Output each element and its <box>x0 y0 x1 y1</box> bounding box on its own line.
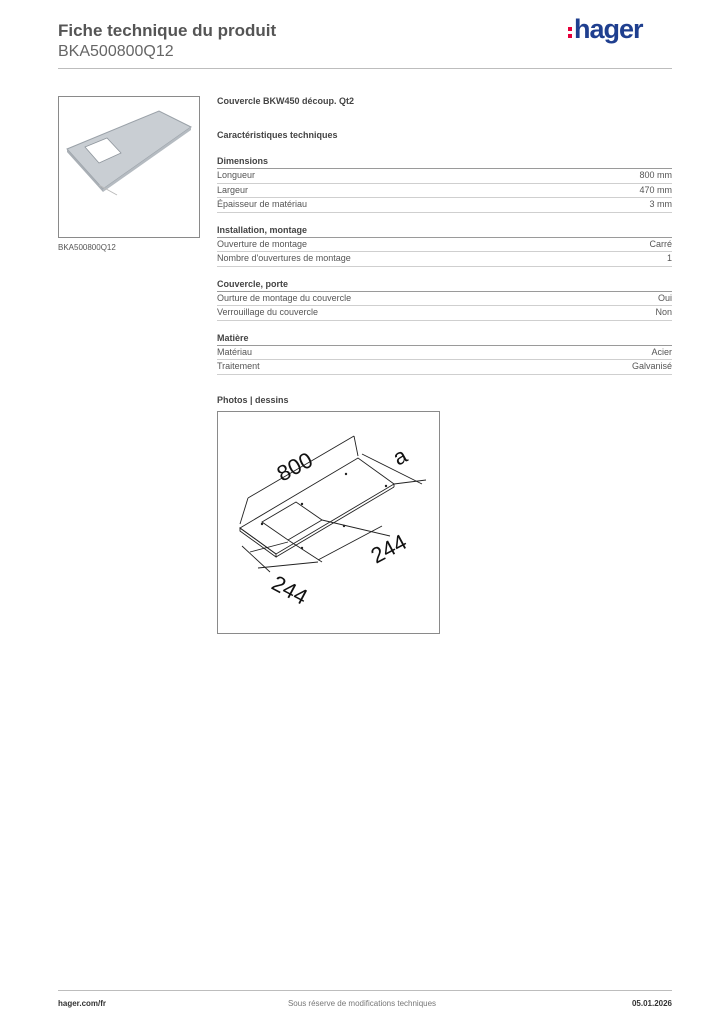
header-divider <box>58 68 672 69</box>
dim-cutout-label-a: 244 <box>366 529 411 569</box>
spec-row <box>217 252 672 267</box>
spec-row <box>217 238 672 253</box>
thumbnail-caption: BKA500800Q12 <box>58 243 116 252</box>
spec-label: Nombre d'ouvertures de montage <box>217 253 351 263</box>
document-title: Fiche technique du produit <box>58 21 277 40</box>
spec-value: Non <box>655 307 672 317</box>
spec-label: Largeur <box>217 184 249 195</box>
product-name: Couvercle BKW450 découp. Qt2 <box>217 96 355 106</box>
footer-website-link[interactable]: hager.com/fr <box>58 999 107 1008</box>
spec-value: Acier <box>651 346 672 357</box>
spec-group-dimensions <box>217 156 672 213</box>
spec-row <box>217 184 672 199</box>
spec-group-title: Couvercle, porte <box>217 279 672 292</box>
spec-value: Oui <box>657 292 672 303</box>
spec-group-title: Matière <box>217 333 672 346</box>
spec-row <box>217 198 672 213</box>
spec-label: Ouverture de montage <box>217 238 308 249</box>
spec-group-cover <box>217 279 672 321</box>
footer-notice: Sous réserve de modifications techniques <box>287 999 437 1008</box>
logo-dots-icon <box>568 27 572 41</box>
technical-drawing <box>217 411 440 634</box>
product-thumbnail <box>58 96 200 238</box>
spec-label: Longueur <box>217 170 256 180</box>
dim-width-label: a <box>388 442 412 471</box>
spec-group-title: Dimensions <box>217 156 672 169</box>
spec-group-material <box>217 333 672 375</box>
spec-row <box>217 346 672 361</box>
spec-row <box>217 169 672 184</box>
product-reference: BKA500800Q12 <box>58 43 174 60</box>
specifications-panel <box>217 96 672 407</box>
spec-row <box>217 360 672 375</box>
spec-value: Carré <box>649 238 672 249</box>
spec-value: 3 mm <box>649 199 672 209</box>
spec-label: Matériau <box>217 346 253 357</box>
spec-value: 470 mm <box>639 184 672 195</box>
footer-date: 05.01.2026 <box>631 999 672 1008</box>
spec-label: Ourture de montage du couvercle <box>217 292 352 303</box>
product-image <box>59 97 199 237</box>
spec-group-title: Installation, montage <box>217 225 672 238</box>
spec-label: Épaisseur de matériau <box>217 199 308 209</box>
spec-value: 800 mm <box>639 170 672 180</box>
logo-wordmark: hager <box>574 14 643 44</box>
hager-logo <box>568 16 658 46</box>
spec-label: Verrouillage du couvercle <box>217 307 319 317</box>
spec-label: Traitement <box>217 361 260 371</box>
dimension-drawing <box>218 412 439 633</box>
spec-value: 1 <box>666 253 672 263</box>
photos-heading: Photos | dessins <box>217 394 289 405</box>
dim-cutout-label-b: 244 <box>267 570 312 610</box>
spec-value: Galvanisé <box>631 361 672 371</box>
specs-heading: Caractéristiques techniques <box>217 130 338 140</box>
document-header <box>58 20 276 62</box>
spec-group-installation <box>217 225 672 267</box>
dim-length-label: 800 <box>272 447 317 487</box>
spec-row <box>217 292 672 307</box>
footer-divider <box>58 990 672 991</box>
spec-row <box>217 306 672 321</box>
